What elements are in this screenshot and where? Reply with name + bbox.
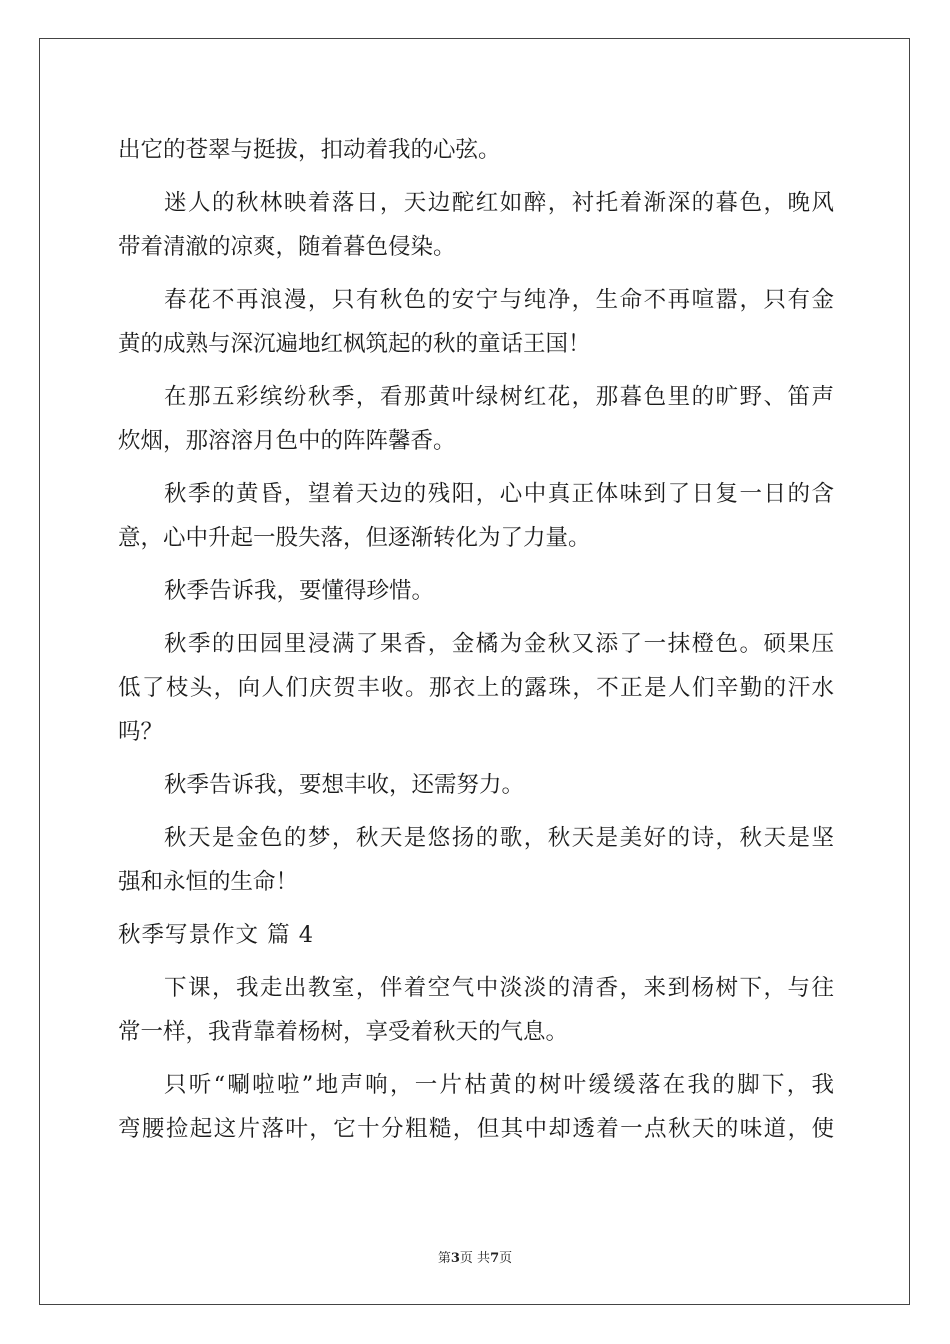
page-prefix: 第: [437, 1251, 451, 1266]
paragraph: [118, 472, 834, 560]
page-footer: [0, 1247, 950, 1266]
paragraph: [118, 966, 834, 1054]
text-line: 只听“唰啦啦”地声响，一片枯黄的树叶缓缓落在我的脚下，我: [164, 1072, 834, 1098]
text-line: 出它的苍翠与挺拔，扣动着我的心弦。: [118, 137, 501, 163]
paragraph: [118, 622, 834, 754]
paragraph: [118, 763, 834, 807]
text-line: 炊烟，那溶溶月色中的阵阵馨香。: [118, 428, 456, 454]
page-mid: 页 共: [459, 1251, 491, 1266]
page-suffix: 页: [499, 1251, 513, 1266]
paragraph: [118, 128, 834, 172]
paragraph: [118, 375, 834, 463]
text-line: 黄的成熟与深沉遍地红枫筑起的秋的童话王国！: [118, 331, 591, 357]
text-line: 秋季告诉我，要想丰收，还需努力。: [164, 772, 525, 798]
text-line: 下课，我走出教室，伴着空气中淡淡的清香，来到杨树下，与往: [164, 975, 834, 1001]
paragraph: [118, 278, 834, 366]
text-line: 迷人的秋林映着落日，天边酡红如醉，衬托着渐深的暮色，晚风: [164, 190, 834, 216]
paragraph: [118, 816, 834, 904]
text-line: 秋季写景作文 篇 4: [118, 922, 315, 948]
text-line: 弯腰捡起这片落叶，它十分粗糙，但其中却透着一点秋天的味道，使: [118, 1116, 834, 1142]
text-line: 秋季告诉我，要懂得珍惜。: [164, 578, 435, 604]
text-line: 低了枝头，向人们庆贺丰收。那衣上的露珠，不正是人们辛勤的汗水: [118, 675, 834, 701]
paragraph: [118, 181, 834, 269]
text-line: 常一样，我背靠着杨树，享受着秋天的气息。: [118, 1019, 569, 1045]
document-body: [118, 128, 834, 1151]
text-line: 秋天是金色的梦，秋天是悠扬的歌，秋天是美好的诗，秋天是坚: [164, 825, 834, 851]
page-total: 7: [490, 1251, 500, 1266]
text-line: 秋季的田园里浸满了果香，金橘为金秋又添了一抹橙色。硕果压: [164, 631, 834, 657]
text-line: 强和永恒的生命！: [118, 869, 299, 895]
text-line: 春花不再浪漫，只有秋色的安宁与纯净，生命不再喧嚣，只有金: [164, 287, 834, 313]
paragraph: [118, 569, 834, 613]
text-line: 带着清澈的凉爽，随着暮色侵染。: [118, 234, 456, 260]
text-line: 吗？: [118, 719, 164, 745]
text-line: 秋季的黄昏，望着天边的残阳，心中真正体味到了日复一日的含: [164, 481, 834, 507]
page-current: 3: [450, 1251, 460, 1266]
text-line: 在那五彩缤纷秋季，看那黄叶绿树红花，那暮色里的旷野、笛声: [164, 384, 834, 410]
section-heading: [118, 913, 834, 957]
text-line: 意，心中升起一股失落，但逐渐转化为了力量。: [118, 525, 591, 551]
paragraph: [118, 1063, 834, 1151]
